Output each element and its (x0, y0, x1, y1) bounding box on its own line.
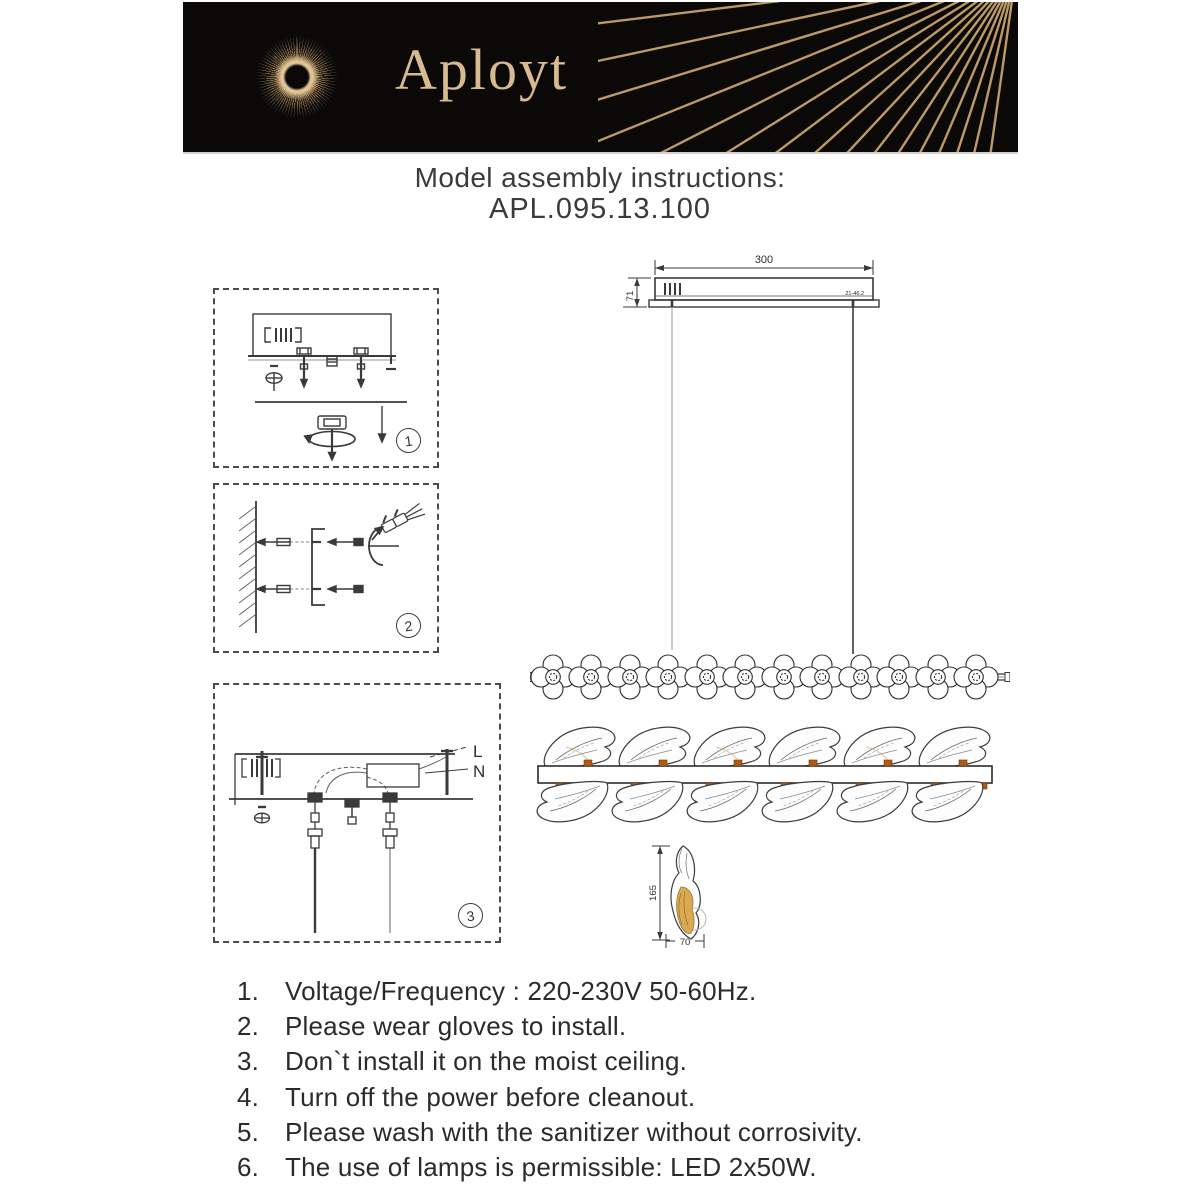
sunburst-logo-icon (222, 2, 372, 152)
instruction-list (237, 976, 1027, 1187)
instruction-number: 5. (237, 1116, 260, 1147)
instruction-number: 3. (237, 1046, 260, 1077)
instruction-text: Please wear gloves to install. (285, 1011, 627, 1042)
header-banner (183, 2, 1018, 152)
wire-neutral-label: N (473, 762, 486, 781)
canopy-height-dimension (623, 278, 651, 307)
fixture-side-view (537, 727, 992, 822)
canopy-width-dimension (655, 254, 873, 275)
instruction-item (237, 1046, 1027, 1081)
canopy-code-label: 21-46.2 (845, 291, 864, 297)
instruction-number: 2. (237, 1011, 260, 1042)
instruction-text: Turn off the power before cleanout. (285, 1081, 696, 1112)
assembly-diagram-step-2 (213, 483, 439, 653)
instruction-number: 1. (237, 976, 260, 1006)
fixture-top-view (530, 655, 1010, 699)
diagram-step3-drawing (215, 685, 499, 941)
instruction-item (237, 1082, 1027, 1117)
rays-decoration-icon (598, 2, 1018, 152)
model-number: APL.095.13.100 (488, 193, 711, 225)
step-number-badge-2: 2 (394, 611, 422, 639)
canopy-height-label: 71 (625, 290, 636, 302)
instruction-item (237, 1117, 1027, 1152)
instruction-number: 4. (237, 1081, 260, 1112)
instruction-text: Please wash with the sanitizer without corrosivity. (285, 1116, 863, 1147)
page-title: Model assembly instructions: (414, 162, 786, 193)
leaf-detail-view (648, 846, 706, 948)
instruction-text: Voltage/Frequency : 220-230V 50-60Hz. (285, 976, 757, 1006)
assembly-diagram-step-1 (213, 288, 439, 468)
leaf-height-label: 165 (648, 885, 659, 901)
assembly-diagram-step-3 (213, 683, 501, 943)
fixture-technical-drawing (530, 250, 1010, 962)
instruction-number: 6. (237, 1151, 260, 1182)
instruction-item (237, 1011, 1027, 1046)
instruction-item (237, 1152, 1027, 1187)
step-number-badge-1: 1 (394, 426, 422, 454)
sunburst-glow-icon (222, 2, 372, 152)
brand-name: Aployt (395, 37, 569, 102)
step-number-badge-3: 3 (456, 901, 484, 929)
instruction-item (237, 976, 1027, 1011)
wire-live-label: L (473, 742, 483, 761)
instruction-text: Don`t install it on the moist ceiling. (285, 1046, 688, 1077)
instruction-text: The use of lamps is permissible: LED 2x50W. (285, 1151, 817, 1182)
leaf-width-label: 70 (679, 937, 691, 948)
canopy-width-label: 300 (754, 254, 774, 266)
